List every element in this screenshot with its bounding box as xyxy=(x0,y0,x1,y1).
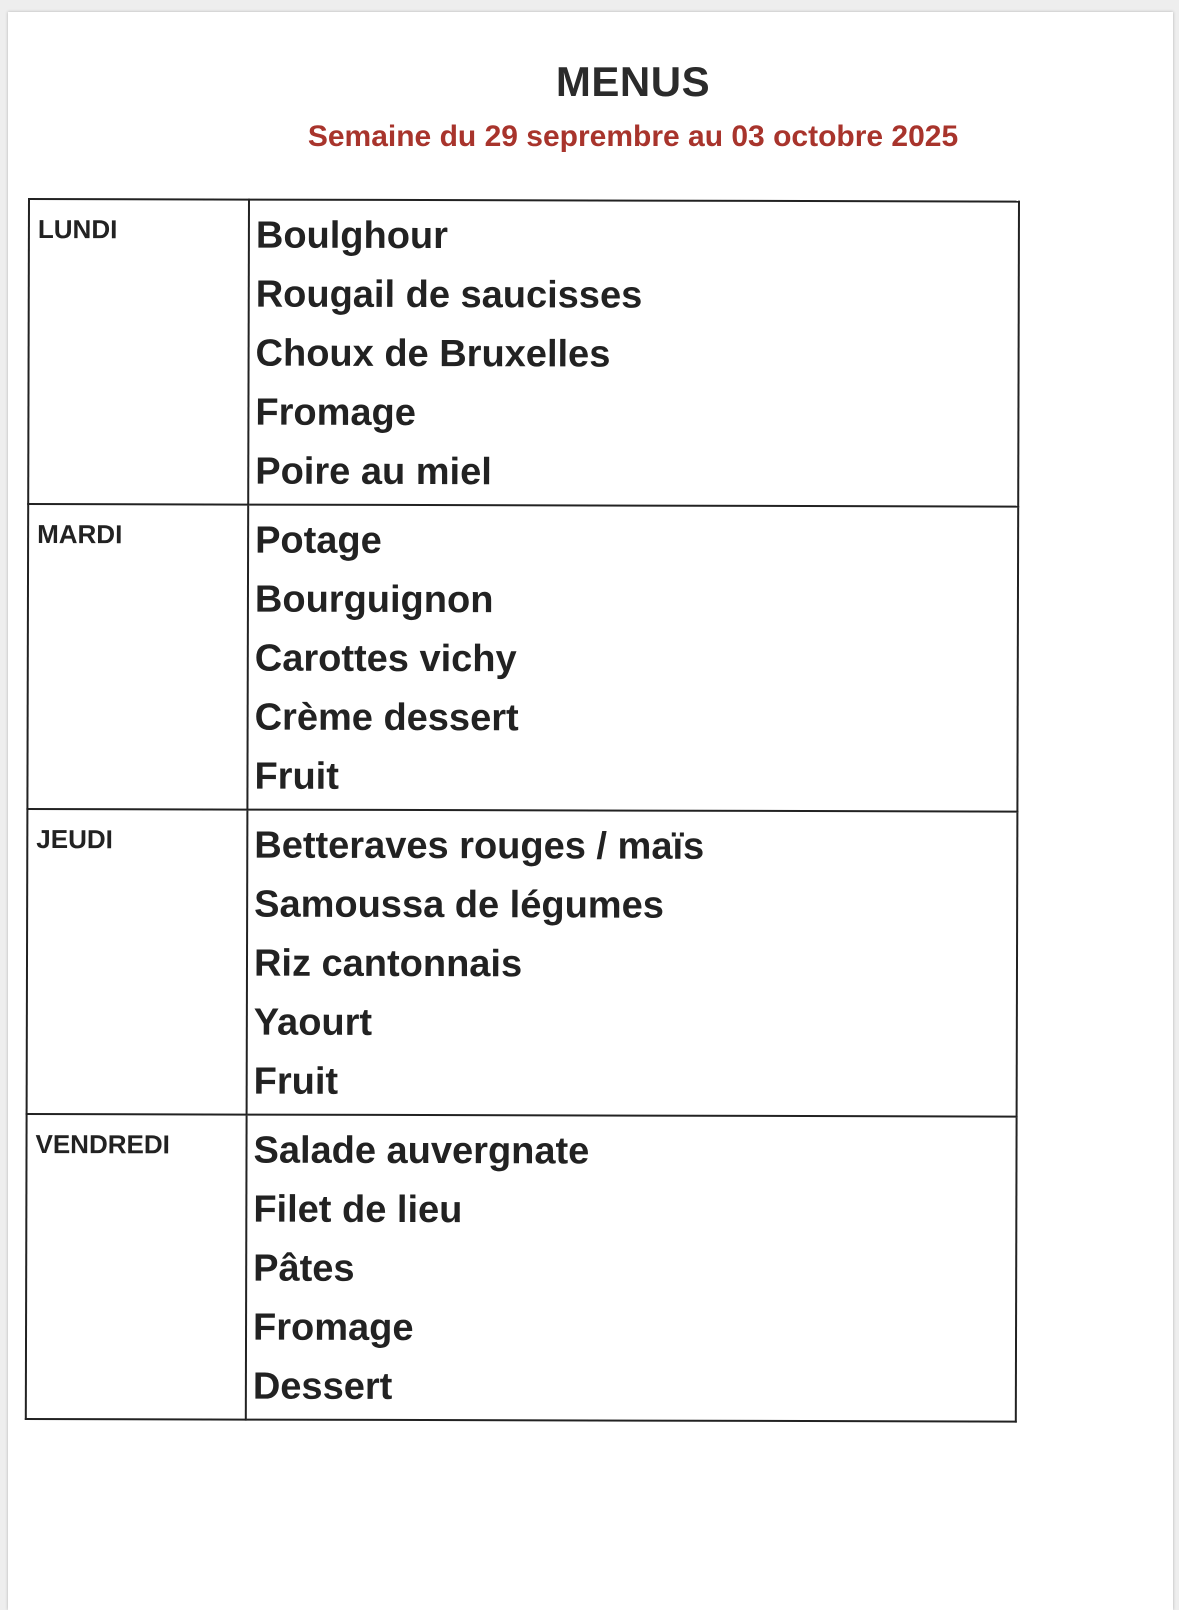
day-label-jeudi: JEUDI xyxy=(27,809,248,1115)
dish-item: Carottes vichy xyxy=(254,637,517,681)
day-label-vendredi: VENDREDI xyxy=(26,1114,247,1420)
document-page xyxy=(8,12,1173,1610)
dish-item: Crème dessert xyxy=(254,696,519,740)
dish-item: Salade auvergnate xyxy=(253,1129,590,1173)
dish-item: Filet de lieu xyxy=(253,1188,463,1232)
dish-item: Poire au miel xyxy=(255,450,492,494)
dish-item: Dessert xyxy=(252,1365,393,1408)
table-row-mardi xyxy=(27,504,1018,812)
dish-item: Choux de Bruxelles xyxy=(255,332,611,376)
day-label-lundi: LUNDI xyxy=(28,199,249,505)
dish-list-lundi xyxy=(248,200,1019,507)
table-row-jeudi xyxy=(27,809,1018,1117)
dish-item: Betteraves rouges / maïs xyxy=(254,824,705,868)
dish-item: Riz cantonnais xyxy=(253,942,523,986)
dish-item: Fruit xyxy=(254,755,339,798)
dish-list-mardi xyxy=(247,505,1018,812)
table-row-lundi xyxy=(28,199,1019,507)
dish-item: Samoussa de légumes xyxy=(254,883,664,927)
dish-item: Fromage xyxy=(255,391,416,435)
dish-item: Fruit xyxy=(253,1060,339,1103)
dish-item: Bourguignon xyxy=(254,578,494,622)
page-subtitle: Semaine du 29 seprembre au 03 octobre 2025 xyxy=(307,120,959,153)
table-row-vendredi xyxy=(26,1114,1017,1422)
dish-item: Potage xyxy=(255,519,382,562)
dish-item: Boulghour xyxy=(255,214,449,258)
dish-list-vendredi xyxy=(246,1115,1017,1422)
dish-list-jeudi xyxy=(247,810,1018,1117)
dish-item: Fromage xyxy=(252,1306,414,1350)
dish-item: Yaourt xyxy=(253,1001,373,1044)
page-title: MENUS xyxy=(555,58,711,105)
menu-table xyxy=(25,198,1020,1423)
dish-item: Rougail de saucisses xyxy=(255,273,643,317)
dish-item: Pâtes xyxy=(253,1247,355,1290)
day-label-mardi: MARDI xyxy=(27,504,248,810)
